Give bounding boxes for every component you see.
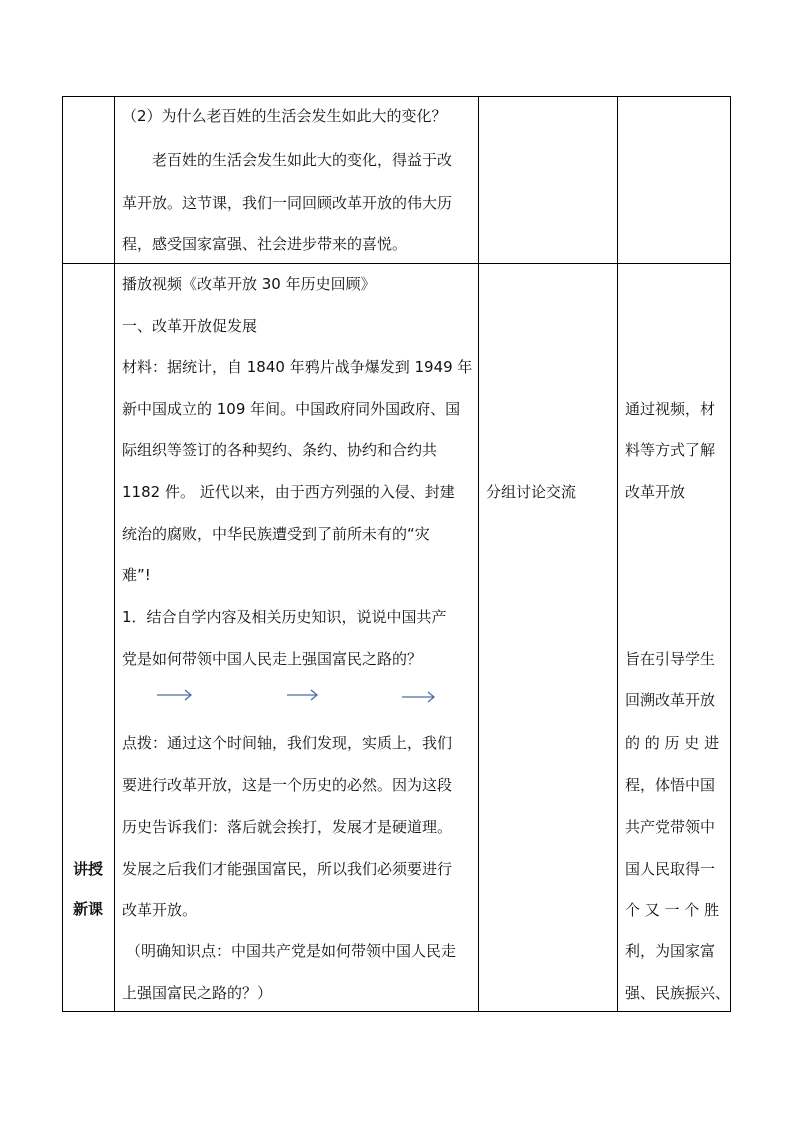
- table-border-bottom: [62, 1011, 731, 1012]
- material-line: 材料：据统计，自 1840 年鸦片战争爆发到 1949 年: [122, 358, 473, 376]
- guidance-line: 改革开放。: [122, 901, 198, 919]
- design-intent-line: 强、民族振兴、: [625, 984, 731, 1002]
- material-line: 难”!: [122, 566, 151, 584]
- design-intent-line: 改革开放: [625, 483, 686, 501]
- guidance-line: 点拨：通过这个时间轴，我们发现，实质上，我们: [122, 734, 453, 752]
- section-label-line-2: 新课: [73, 900, 104, 918]
- design-intent-line: 国人民取得一: [625, 860, 716, 878]
- video-instruction: 播放视频《改革开放 30 年历史回顾》: [122, 275, 376, 293]
- right-arrow-icon: [401, 690, 437, 704]
- design-intent-line: 回溯改革开放: [625, 691, 716, 709]
- design-intent-line: 料等方式了解: [625, 441, 716, 459]
- guidance-line: 要进行改革开放，这是一个历史的必然。因为这段: [122, 776, 453, 794]
- design-intent-line: 旨在引导学生: [625, 650, 716, 668]
- design-intent-line: 利，为国家富: [625, 942, 716, 960]
- guidance-line: 发展之后我们才能强国富民，所以我们必须要进行: [122, 860, 453, 878]
- answer-paragraph-line: 老百姓的生活会发生如此大的变化，得益于改: [152, 151, 453, 169]
- question-1-line: 1．结合自学内容及相关历史知识，说说中国共产: [122, 608, 447, 626]
- section-heading: 一、改革开放促发展: [122, 317, 258, 335]
- question-1-line: 党是如何带领中国人民走上强国富民之路的？: [122, 650, 423, 668]
- student-activity: 分组讨论交流: [486, 483, 577, 501]
- design-intent-line: 程，体悟中国: [625, 776, 716, 794]
- table-border-right: [730, 96, 731, 1012]
- column-divider-3: [617, 96, 618, 1012]
- question-2-text: （2）为什么老百姓的生活会发生如此大的变化？: [122, 107, 447, 125]
- answer-paragraph-line: 程，感受国家富强、社会进步带来的喜悦。: [122, 235, 408, 253]
- answer-paragraph-line: 革开放。这节课，我们一同回顾改革开放的伟大历: [122, 194, 453, 212]
- design-intent-line: 共产党带领中: [625, 818, 716, 836]
- material-line: 际组织等签订的各种契约、条约、协约和合约共: [122, 441, 438, 459]
- knowledge-point-line: （明确知识点：中国共产党是如何带领中国人民走: [126, 942, 457, 960]
- design-intent-line: 个 又 一 个 胜: [625, 901, 720, 919]
- material-line: 统治的腐败，中华民族遭受到了前所未有的“灾: [122, 525, 430, 543]
- table-border-top: [62, 96, 731, 97]
- right-arrow-icon: [286, 688, 320, 702]
- knowledge-point-line: 上强国富民之路的？）: [122, 984, 273, 1002]
- column-divider-2: [478, 96, 479, 1012]
- material-line: 新中国成立的 109 年间。中国政府同外国政府、国: [122, 400, 461, 418]
- column-divider-1: [114, 96, 115, 1012]
- table-border-left: [62, 96, 63, 1012]
- guidance-line: 历史告诉我们：落后就会挨打，发展才是硬道理。: [122, 818, 453, 836]
- design-intent-line: 通过视频，材: [625, 400, 716, 418]
- design-intent-line: 的 的 历 史 进: [625, 734, 720, 752]
- right-arrow-icon: [156, 688, 194, 702]
- section-label-line-1: 讲授: [73, 860, 104, 878]
- table-row-divider: [62, 263, 731, 264]
- material-line: 1182 件。 近代以来，由于西方列强的入侵、封建: [122, 483, 455, 501]
